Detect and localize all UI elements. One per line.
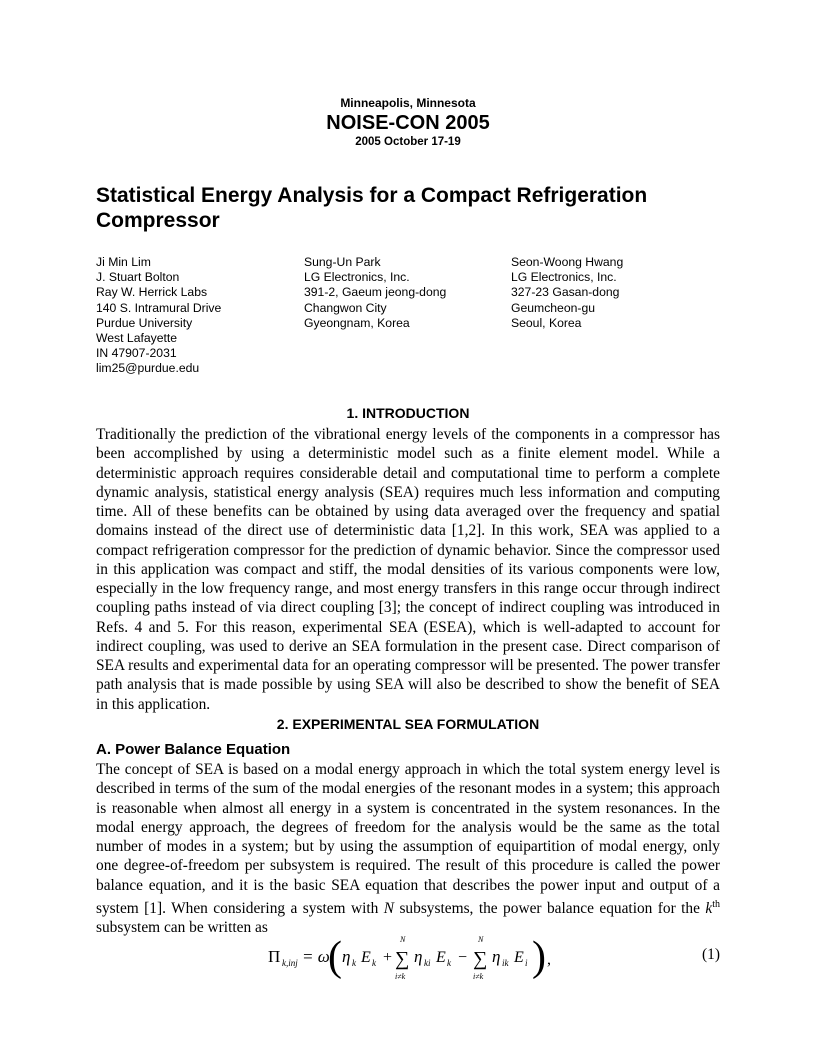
eq-pi-symbol: Π: [268, 947, 281, 966]
eq-sum-1: ∑: [395, 948, 410, 970]
eq-sub: k: [372, 958, 376, 968]
eq-energy: E: [514, 949, 524, 966]
eq-eta: η: [414, 947, 423, 966]
eq-sum-lower: i≠k: [473, 972, 484, 981]
eq-sub: k: [352, 958, 356, 968]
eq-sum-upper: N: [400, 935, 406, 944]
eq-energy: E: [361, 949, 371, 966]
author-line: Changwon City: [304, 300, 387, 315]
author-line: Gyeongnam, Korea: [304, 315, 410, 330]
conference-date: 2005 October 17-19: [355, 136, 461, 148]
eq-plus: +: [383, 949, 393, 966]
author-line: West Lafayette: [96, 331, 178, 346]
section-heading-introduction: 1. INTRODUCTION: [346, 405, 470, 421]
author-line: Seoul, Korea: [511, 315, 582, 330]
section-heading-experimental-sea: 2. EXPERIMENTAL SEA FORMULATION: [276, 716, 540, 732]
paper-title-line-2: Compressor: [96, 209, 220, 232]
author-line: Purdue University: [96, 315, 193, 330]
author-line: J. Stuart Bolton: [96, 270, 180, 285]
author-line: IN 47907-2031: [96, 346, 177, 361]
author-email[interactable]: lim25@purdue.edu: [96, 361, 200, 376]
author-line: 140 S. Intramural Drive: [96, 300, 222, 315]
subsection-heading-power-balance: A. Power Balance Equation: [96, 741, 291, 758]
eq-sub: i: [525, 958, 528, 968]
variable-k: k: [705, 899, 713, 917]
author-line: 391-2, Gaeum jeong-dong: [304, 285, 447, 300]
author-line: LG Electronics, Inc.: [511, 270, 617, 285]
author-line: 327-23 Gasan-dong: [511, 285, 620, 300]
eq-sub: k: [447, 958, 451, 968]
author-line: Ray W. Herrick Labs: [96, 285, 208, 300]
eq-equals-omega: = ω: [302, 947, 330, 966]
author-column-3: [511, 255, 623, 331]
paper-title-line-1: Statistical Energy Analysis for a Compact Refrigeration: [96, 184, 648, 207]
introduction-paragraph: Traditionally the prediction of the vibrational energy levels of the components in a compressor has been accomplished by using a deterministic model such as a finite element model. While a deterministic approach requires considerable detail and computational time to perform a complete dynamic analysis, statistical energy analysis (SEA) requires much less information and computing time. All of these benefits can be obtained by using data averaged over the frequency and spatial domains instead of the direct use of deterministic data [1,2]. In this work, SEA was applied to a compact refrigeration compressor for the prediction of dynamic behavior. Since the compressor used in this application was compact and stiff, the modal densities of its various components were low, especially in the low frequency range, and most energy transfers in this range occur through indirect coupling paths instead of via direct coupling [3]; the concept of indirect coupling was introduced in Refs. 4 and 5. For this reason, experimental SEA (ESEA), which is well-adapted to account for indirect coupling, was used to derive an SEA formulation in the present case. Direct comparison of SEA results and experimental data for an operating compressor will be presented. The power transfer path analysis that is made possible by using SEA will also be described to show the benefit of SEA in this application.: [96, 426, 720, 713]
eq-right-paren: ): [532, 934, 546, 980]
author-column-2: [304, 255, 446, 331]
eq-comma: ,: [547, 951, 551, 968]
paragraph-text: subsystems, the power balance equation for the: [394, 899, 706, 917]
eq-minus: −: [458, 949, 468, 966]
eq-sum-2: ∑: [473, 948, 488, 970]
power-balance-equation: [96, 932, 720, 984]
equation-1: [96, 932, 720, 984]
eq-eta: η: [492, 947, 501, 966]
author-line: Sung-Un Park: [304, 255, 381, 269]
eq-pi-subscript: k,inj: [282, 958, 298, 968]
eq-sub: ik: [502, 958, 509, 968]
paragraph-text: The concept of SEA is based on a modal energy approach in which the total system energy level is described in terms of the sum of the modal energies of the resonant modes in a system; this approach is reasonable when almost all energy in a system is concentrated in the system resonances. In the modal energy approach, the degrees of freedom for the analysis would be the same as the total number of modes in a system; but by using the assumption of equipartition of modal energy, only one degree-of-freedom per subsystem is required. The result of this procedure is called the power balance equation, and it is the basic SEA equation that describes the power input and output of a system [1]. When considering a system with: [96, 761, 720, 917]
equation-number: (1): [702, 946, 720, 963]
eq-sum-lower: i≠k: [395, 972, 406, 981]
author-line: Ji Min Lim: [96, 255, 151, 269]
paragraph-text: subsystem can be written as: [96, 919, 268, 937]
conference-city: Minneapolis, Minnesota: [340, 96, 476, 110]
eq-sum-upper: N: [478, 935, 484, 944]
variable-n: N: [383, 899, 395, 917]
author-line: Geumcheon-gu: [511, 300, 596, 315]
eq-left-paren: (: [328, 934, 342, 980]
eq-energy: E: [436, 949, 446, 966]
eq-sub: ki: [424, 958, 431, 968]
eq-eta: η: [342, 947, 351, 966]
conference-name: NOISE-CON 2005: [326, 112, 490, 134]
author-column-1: [96, 255, 221, 377]
power-balance-paragraph: [96, 760, 720, 937]
superscript-th: th: [712, 898, 721, 910]
paper-title: [96, 183, 716, 233]
author-line: Seon-Woong Hwang: [511, 255, 624, 269]
author-line: LG Electronics, Inc.: [304, 270, 410, 285]
